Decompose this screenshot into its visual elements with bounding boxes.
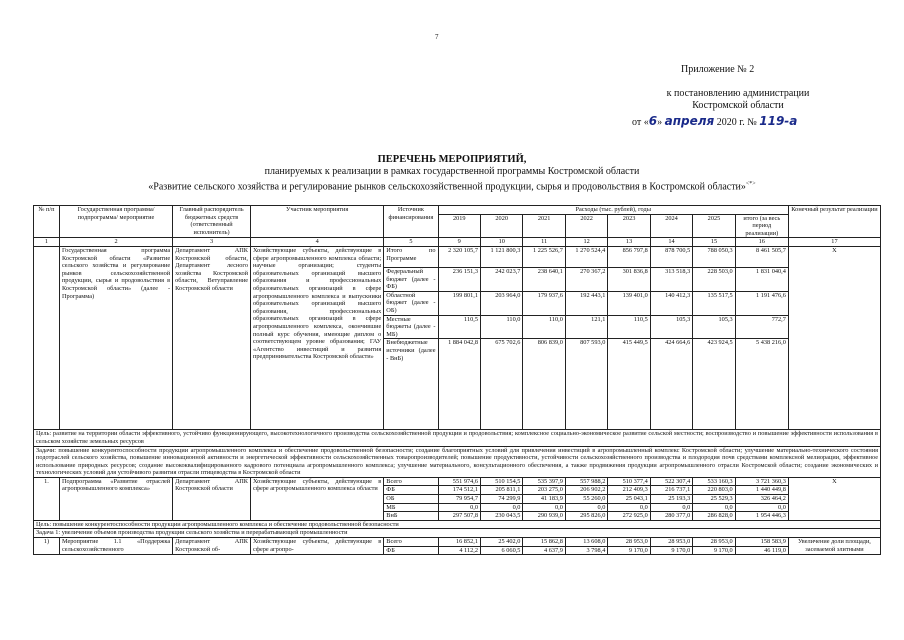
subprogram-row [34, 477, 881, 486]
program-number [34, 246, 60, 429]
program-year-value: 135 517,5 [693, 291, 735, 315]
program-year-value: 238 640,1 [523, 267, 565, 291]
header-expenses: Расходы (тыс. рублей), годы [438, 206, 788, 215]
document-title [0, 154, 904, 193]
header-row [34, 206, 881, 215]
subprogram-year-value: 25 193,3 [650, 495, 692, 504]
header-total: итого (за весь период реализации) [735, 214, 788, 238]
program-total-value: 5 438 216,0 [735, 339, 788, 430]
header-no: № п/п [34, 206, 60, 238]
column-number: 11 [523, 238, 565, 247]
subprogram-year-value: 533 160,3 [693, 477, 735, 486]
program-year-value: 1 121 800,3 [480, 246, 522, 267]
program-year-value: 423 924,5 [693, 339, 735, 430]
subprogram-year-value: 295 826,0 [565, 512, 607, 521]
subprogram-year-value: 0,0 [480, 503, 522, 512]
event-total-value: 158 583,9 [735, 538, 788, 547]
subprogram-year-value: 286 828,0 [693, 512, 735, 521]
title-footnote-mark: <*> [745, 181, 756, 187]
program-year-value: 806 839,0 [523, 339, 565, 430]
subprogram-year-value: 212 409,3 [608, 486, 650, 495]
appendix-line3: Костромской области [692, 100, 784, 111]
subprogram-year-value: 206 902,2 [565, 486, 607, 495]
event-year-value: 9 170,0 [608, 546, 650, 555]
handwritten-number: 119-а [759, 114, 798, 128]
subprogram-year-value: 0,0 [608, 503, 650, 512]
header-year: 2024 [650, 214, 692, 238]
program-year-value: 139 401,0 [608, 291, 650, 315]
program-source: Федеральный бюджет (далее - ФБ) [384, 267, 438, 291]
subprogram-name: Подпрограмма «Развитие отраслей агропромышленного комплекса» [59, 477, 172, 520]
program-year-value: 788 050,3 [693, 246, 735, 267]
subprogram-year-value: 551 974,6 [438, 477, 480, 486]
program-year-value: 105,3 [693, 315, 735, 339]
column-number: 9 [438, 238, 480, 247]
subprogram-year-value: 203 275,0 [523, 486, 565, 495]
program-year-value: 110,0 [480, 315, 522, 339]
column-number: 14 [650, 238, 692, 247]
subprogram-year-value: 0,0 [565, 503, 607, 512]
event-year-value: 9 170,0 [693, 546, 735, 555]
column-number: 2 [59, 238, 172, 247]
subprogram-year-value: 522 307,4 [650, 477, 692, 486]
program-year-value: 203 964,0 [480, 291, 522, 315]
program-year-value: 878 700,5 [650, 246, 692, 267]
column-number: 10 [480, 238, 522, 247]
subprogram-year-value: 216 737,1 [650, 486, 692, 495]
subprogram-year-value: 272 925,0 [608, 512, 650, 521]
subprogram-year-value: 510 154,5 [480, 477, 522, 486]
subprogram-source: ФБ [384, 486, 438, 495]
subprogram-year-value: 41 183,9 [523, 495, 565, 504]
program-source: Внебюджетные источники (далее - ВнБ) [384, 339, 438, 430]
subprogram-year-value: 25 043,1 [608, 495, 650, 504]
header-participant: Участник мероприятия [251, 206, 384, 238]
subprogram-year-value: 0,0 [523, 503, 565, 512]
event-year-value: 4 637,9 [523, 546, 565, 555]
appendix-reference [648, 88, 828, 112]
header-numbers-row [34, 238, 881, 247]
title-line2: планируемых к реализации в рамках государственной программы Костромской области [264, 166, 640, 177]
subprogram-source: МБ [384, 503, 438, 512]
program-manager: Департамент АПК Костромской области, Департамент лесного хозяйства Костромской области, Ветуправление Костромской области [173, 246, 251, 429]
subprogram-number: 1. [34, 477, 60, 520]
program-name: Государственная программа Костромской области «Развитие сельского хозяйства и регулирование рынков сельскохозяйственной продукции, сырья и продовольствия в Костромской области» (далее - Программа) [59, 246, 172, 429]
program-year-value: 236 151,3 [438, 267, 480, 291]
event-year-value: 16 852,1 [438, 538, 480, 547]
program-total-value: 772,7 [735, 315, 788, 339]
program-year-value: 110,5 [438, 315, 480, 339]
program-year-value: 140 412,3 [650, 291, 692, 315]
event-result: Увеличение доли площади, засеваемой элитными [788, 538, 880, 555]
subprogram-year-value: 557 988,2 [565, 477, 607, 486]
subprogram-year-value: 55 260,0 [565, 495, 607, 504]
program-year-value: 110,0 [523, 315, 565, 339]
program-tasks: Задачи: повышение конкурентоспособности продукции агропромышленного комплекса и обеспечение продовольственной безопасности; создание благоприятных условий для привлечения инвестиций в агропромышленный комплекс Костромской области; улучшение материально-технического состояния подотраслей сельского хозяйства, повышение инновационной активности и энергетической эффективности сельскохозяйственных товаропроизводителей; повышение продуктивности, устойчивости сельскохозяйственного производства и плодородия почв средствами комплексной мелиорации, эффективное использование природных ресурсов; создание высококвалифицированного кадрового потенциала агропромышленного комплекса; улучшение материального, консультационного обеспечения, а также продвижения продукции агропромышленного отрасли Костромской области; создание экономических и технологических условий для устойчивого развития отрасли птицеводства в Костромской области [34, 446, 881, 477]
event-year-value: 3 798,4 [565, 546, 607, 555]
subprogram-total-value: 3 721 360,3 [735, 477, 788, 486]
appendix-label: Приложение № 2 [681, 64, 755, 75]
date-quote: » [657, 117, 663, 128]
subprogram-year-value: 25 529,3 [693, 495, 735, 504]
subprogram-goal-row [34, 520, 881, 529]
program-goal-row [34, 430, 881, 446]
column-number: 12 [565, 238, 607, 247]
date-year: 2020 г. № [716, 117, 757, 128]
subprogram-year-value: 510 377,4 [608, 477, 650, 486]
subprogram-total-value: 326 464,2 [735, 495, 788, 504]
header-year: 2025 [693, 214, 735, 238]
header-result: Конечный результат реализации [788, 206, 880, 238]
title-line3: «Развитие сельского хозяйства и регулирование рынков сельскохозяйственной продукции, сырья и продовольствия в Костромской области»<*> [148, 181, 756, 193]
program-year-value: 110,5 [608, 315, 650, 339]
subprogram-source: ВнБ [384, 512, 438, 521]
table-body [34, 206, 881, 555]
event-manager: Департамент АПК Костромской об- [173, 538, 251, 555]
event-source: Всего [384, 538, 438, 547]
event-name: Мероприятие 1.1 «Поддержка сельскохозяйственного [59, 538, 172, 555]
subprogram-year-value: 174 512,1 [438, 486, 480, 495]
program-year-value: 179 937,6 [523, 291, 565, 315]
handwritten-month: апреля [664, 114, 715, 128]
header-year: 2023 [608, 214, 650, 238]
event-year-value: 13 608,0 [565, 538, 607, 547]
column-number: 17 [788, 238, 880, 247]
subprogram-year-value: 0,0 [693, 503, 735, 512]
program-year-value: 228 503,0 [693, 267, 735, 291]
appendix-line2: к постановлению администрации [666, 88, 810, 99]
subprogram-result: Х [788, 477, 880, 520]
column-number: 15 [693, 238, 735, 247]
column-number: 4 [251, 238, 384, 247]
handwritten-day: 6 [648, 114, 658, 128]
header-year: 2019 [438, 214, 480, 238]
header-year: 2022 [565, 214, 607, 238]
event-total-value: 46 119,0 [735, 546, 788, 555]
header-program: Государственная программа/подпрограмма/ мероприятие [59, 206, 172, 238]
subprogram-task: Задача 1: увеличение объемов производства продукции сельского хозяйства и перерабатывающей промышленности [34, 529, 881, 538]
program-total-value: 1 831 040,4 [735, 267, 788, 291]
column-number: 3 [173, 238, 251, 247]
event-year-value: 6 060,5 [480, 546, 522, 555]
program-year-value: 301 836,8 [608, 267, 650, 291]
subprogram-source: ОБ [384, 495, 438, 504]
subprogram-year-value: 290 939,0 [523, 512, 565, 521]
subprogram-total-value: 0,0 [735, 503, 788, 512]
subprogram-goal: Цель: повышение конкурентоспособности продукции агропромышленного комплекса и обеспечение продовольственной безопасности [34, 520, 881, 529]
subprogram-year-value: 220 803,0 [693, 486, 735, 495]
subprogram-year-value: 230 043,5 [480, 512, 522, 521]
program-year-value: 270 367,2 [565, 267, 607, 291]
program-year-value: 121,1 [565, 315, 607, 339]
program-total-value: 1 191 476,6 [735, 291, 788, 315]
page-number: 7 [435, 33, 439, 41]
subprogram-year-value: 0,0 [438, 503, 480, 512]
event-year-value: 4 112,2 [438, 546, 480, 555]
program-result: Х [788, 246, 880, 429]
subprogram-year-value: 0,0 [650, 503, 692, 512]
event-year-value: 9 170,0 [650, 546, 692, 555]
subprogram-year-value: 205 811,1 [480, 486, 522, 495]
program-year-value: 1 225 526,7 [523, 246, 565, 267]
program-year-value: 424 664,6 [650, 339, 692, 430]
subprogram-manager: Департамент АПК Костромской области [173, 477, 251, 520]
subprogram-year-value: 535 397,9 [523, 477, 565, 486]
program-source: Областной бюджет (далее - ОБ) [384, 291, 438, 315]
program-total-value: 8 461 505,7 [735, 246, 788, 267]
event-number: 1) [34, 538, 60, 555]
date-prefix: от « [632, 117, 649, 128]
column-number: 1 [34, 238, 60, 247]
program-year-value: 242 023,7 [480, 267, 522, 291]
event-row [34, 538, 881, 547]
program-year-value: 856 797,8 [608, 246, 650, 267]
program-year-value: 1 884 042,8 [438, 339, 480, 430]
program-row [34, 246, 881, 267]
header-year: 2020 [480, 214, 522, 238]
subprogram-task-row [34, 529, 881, 538]
program-year-value: 415 449,5 [608, 339, 650, 430]
event-participant: Хозяйствующие субъекты, действующие в сфере агропро- [251, 538, 384, 555]
subprogram-total-value: 1 954 446,3 [735, 512, 788, 521]
program-year-value: 192 443,1 [565, 291, 607, 315]
subprogram-participant: Хозяйствующие субъекты, действующие в сфере агропромышленного комплекса области [251, 477, 384, 520]
event-year-value: 28 953,0 [693, 538, 735, 547]
column-number: 13 [608, 238, 650, 247]
subprogram-year-value: 74 299,9 [480, 495, 522, 504]
program-year-value: 675 702,6 [480, 339, 522, 430]
program-year-value: 2 320 105,7 [438, 246, 480, 267]
program-tasks-row [34, 446, 881, 477]
program-year-value: 105,3 [650, 315, 692, 339]
program-source: Итого по Программе [384, 246, 438, 267]
appendix-date-line [632, 114, 797, 128]
program-goal: Цель: развитие на территории области эффективного, устойчиво функционирующего, высокотехнологичного производства сельскохозяйственной продукции и продовольствия; комплексное социально-экономическое развитие сельской местности; воспроизводство и повышение эффективности использования в сельском хозяйстве земельных ресурсов [34, 430, 881, 446]
subprogram-year-value: 280 377,0 [650, 512, 692, 521]
event-source: ФБ [384, 546, 438, 555]
column-number: 16 [735, 238, 788, 247]
header-year: 2021 [523, 214, 565, 238]
column-number: 5 [384, 238, 438, 247]
program-source: Местные бюджеты (далее - МБ) [384, 315, 438, 339]
program-year-value: 199 801,1 [438, 291, 480, 315]
event-year-value: 25 402,0 [480, 538, 522, 547]
header-source: Источник финансирования [384, 206, 438, 238]
subprogram-year-value: 297 507,8 [438, 512, 480, 521]
subprogram-total-value: 1 440 449,8 [735, 486, 788, 495]
subprogram-year-value: 79 954,7 [438, 495, 480, 504]
event-year-value: 15 862,8 [523, 538, 565, 547]
header-manager: Главный распорядитель бюджетных средств (ответственный исполнитель) [173, 206, 251, 238]
title-line1: ПЕРЕЧЕНЬ МЕРОПРИЯТИЙ, [377, 154, 527, 165]
program-participant: Хозяйствующие субъекты, действующие в сфере агропромышленного комплекса области; научные организации; студенты образовательных организаций высшего образования и профессиональных образовательных организаций в сфере агропромышленного комплекса и выпускники образовательных организаций высшего образования, профессиональных образовательных организаций в сфере агропромышленного комплекса, окончившие полный курс обучения, имеющие диплом о соответствующем уровне образования; ГАУ «Агентство инвестиций и развития предпринимательства Костромской области» [251, 246, 384, 429]
event-year-value: 28 953,0 [608, 538, 650, 547]
program-year-value: 807 593,0 [565, 339, 607, 430]
program-year-value: 313 518,3 [650, 267, 692, 291]
event-year-value: 28 953,0 [650, 538, 692, 547]
measures-table [33, 205, 881, 555]
program-year-value: 1 270 524,4 [565, 246, 607, 267]
subprogram-source: Всего [384, 477, 438, 486]
